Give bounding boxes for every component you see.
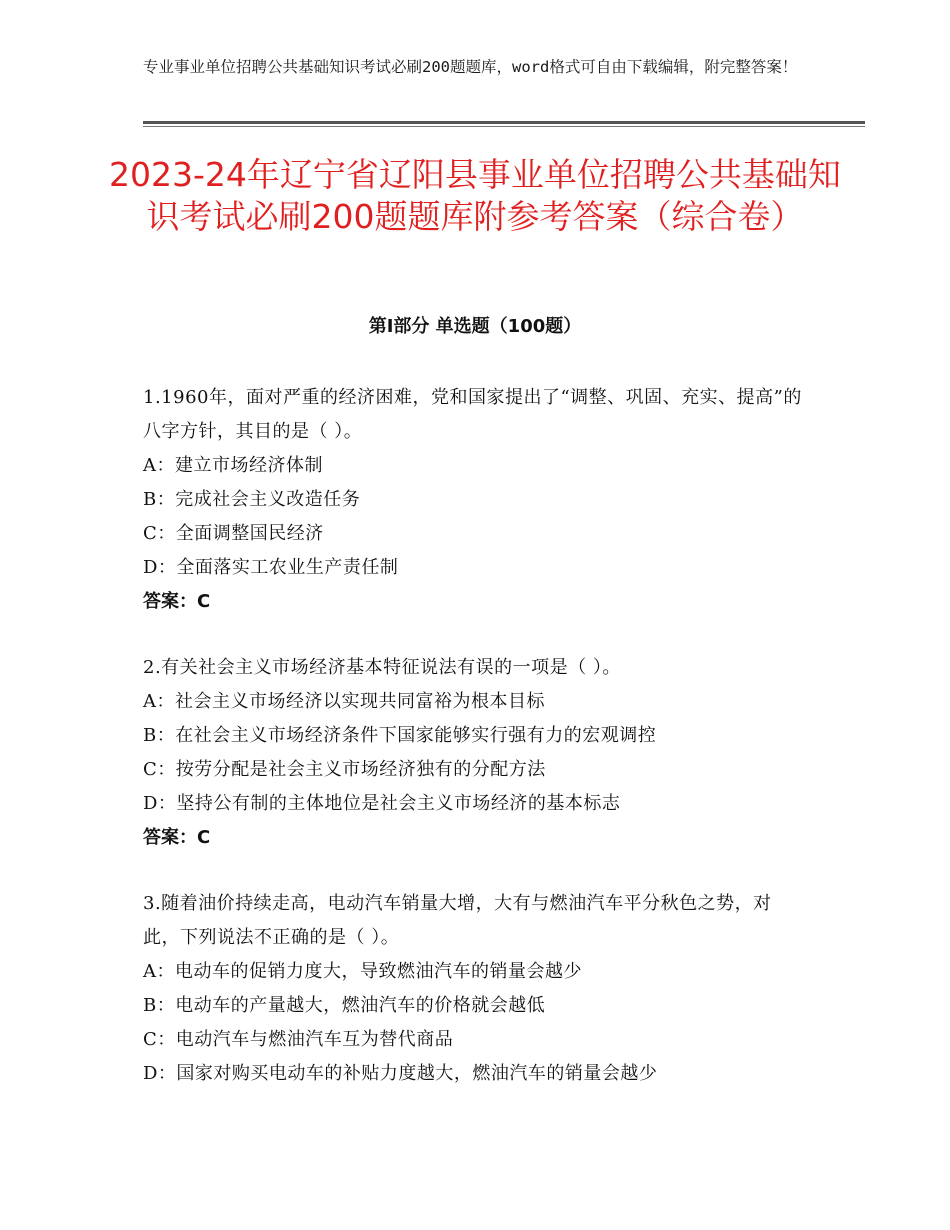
answer-label: 答案：C <box>143 827 211 848</box>
question-spacer <box>143 619 808 651</box>
document-title: 2023-24年辽宁省辽阳县事业单位招聘公共基础知识考试必刷200题题库附参考答案（综合卷） <box>109 155 841 236</box>
question-list <box>143 381 808 1091</box>
question-spacer <box>143 855 808 887</box>
option-b: B：在社会主义市场经济条件下国家能够实行强有力的宏观调控 <box>143 725 657 746</box>
option-a: A：社会主义市场经济以实现共同富裕为根本目标 <box>143 691 545 712</box>
section-heading: 第Ⅰ部分 单选题（100题） <box>368 316 582 337</box>
option-a: A：建立市场经济体制 <box>143 455 323 476</box>
option-c: C：按劳分配是社会主义市场经济独有的分配方法 <box>143 759 546 780</box>
option-a: A：电动车的促销力度大，导致燃油汽车的销量会越少 <box>143 961 582 982</box>
option-d: D：坚持公有制的主体地位是社会主义市场经济的基本标志 <box>143 793 621 814</box>
header-note: 专业事业单位招聘公共基础知识考试必刷200题题库，word格式可自由下载编辑，附完整答案！ <box>143 58 798 76</box>
question-stem: 2.有关社会主义市场经济基本特征说法有误的一项是（ ）。 <box>143 657 621 678</box>
question-3 <box>143 887 808 1091</box>
header-rule-thin <box>143 126 865 127</box>
option-b: B：完成社会主义改造任务 <box>143 489 361 510</box>
option-c: C：全面调整国民经济 <box>143 523 324 544</box>
question-2 <box>143 651 808 855</box>
option-d: D：国家对购买电动车的补贴力度越大，燃油汽车的销量会越少 <box>143 1063 658 1084</box>
option-d: D：全面落实工农业生产责任制 <box>143 557 399 578</box>
question-stem: 1.1960年，面对严重的经济困难，党和国家提出了“调整、巩固、充实、提高”的八字方针，其目的是（ ）。 <box>143 387 802 442</box>
question-stem: 3.随着油价持续走高，电动汽车销量大增，大有与燃油汽车平分秋色之势，对此，下列说法不正确的是（ ）。 <box>143 893 772 948</box>
answer-label: 答案：C <box>143 591 211 612</box>
header-rule-thick <box>143 121 865 124</box>
option-b: B：电动车的产量越大，燃油汽车的价格就会越低 <box>143 995 546 1016</box>
option-c: C：电动汽车与燃油汽车互为替代商品 <box>143 1029 454 1050</box>
question-1 <box>143 381 808 619</box>
